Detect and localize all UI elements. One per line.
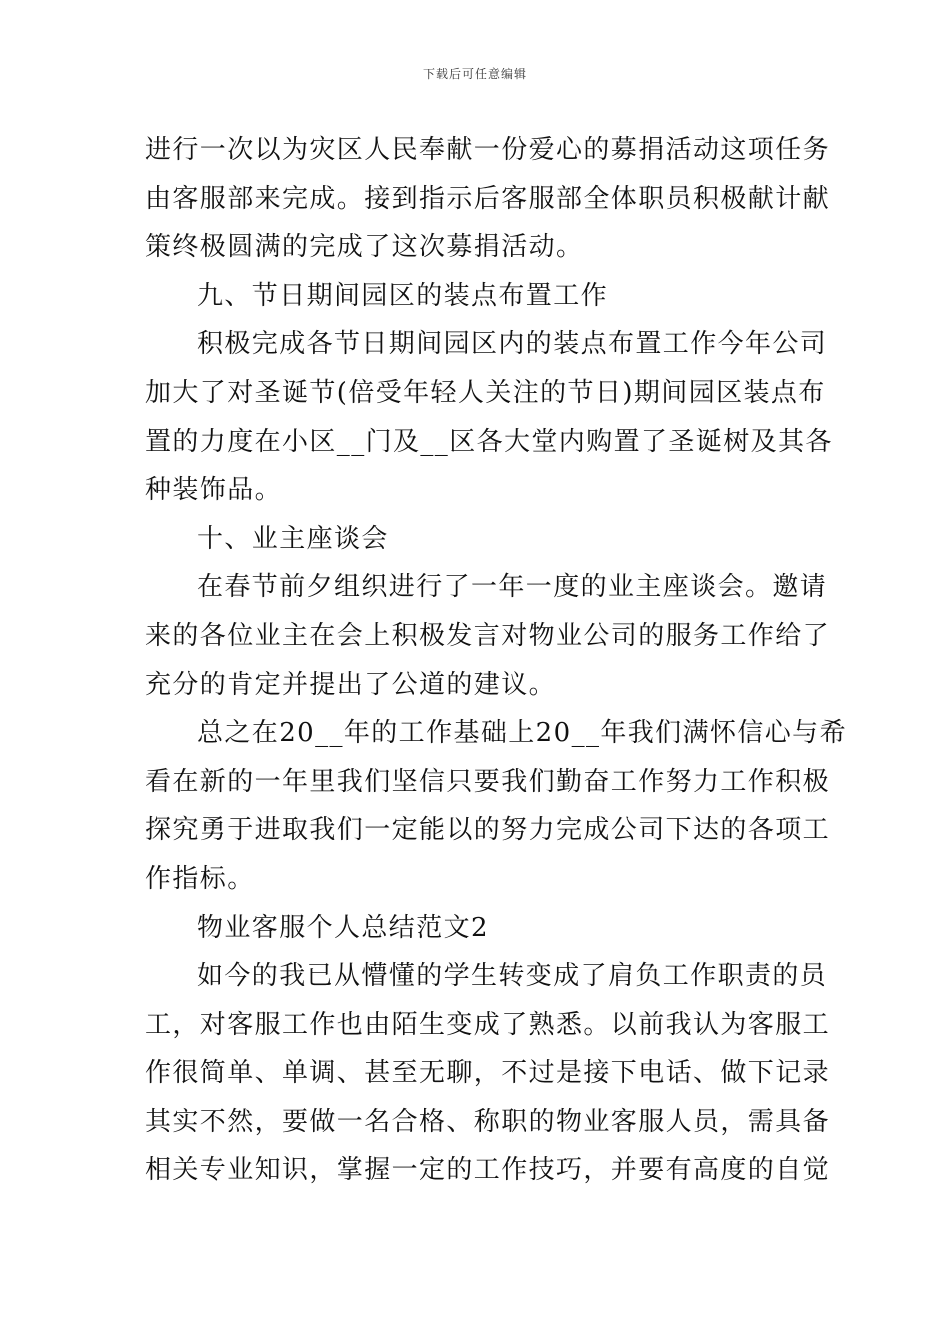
section-heading-10: 十、业主座谈会 bbox=[197, 523, 389, 554]
text-line: 置的力度在小区__门及__区各大堂内购置了圣诞树及其各 bbox=[145, 426, 833, 457]
text-line: 探究勇于进取我们一定能以的努力完成公司下达的各项工 bbox=[145, 815, 831, 846]
text-line: 作指标。 bbox=[145, 863, 255, 894]
text-line: 由客服部来完成。接到指示后客服部全体职员积极献计献 bbox=[145, 183, 831, 214]
paragraph-start: 积极完成各节日期间园区内的装点布置工作今年公司 bbox=[197, 329, 828, 360]
text-line: 进行一次以为灾区人民奉献一份爱心的募捐活动这项任务 bbox=[145, 135, 831, 165]
article-title: 物业客服个人总结范文2 bbox=[197, 912, 489, 943]
section-heading-9: 九、节日期间园区的装点布置工作 bbox=[197, 280, 609, 311]
text-line: 种装饰品。 bbox=[145, 475, 283, 506]
download-note: 下载后可任意编辑 bbox=[422, 67, 527, 81]
text-line: 充分的肯定并提出了公道的建议。 bbox=[145, 669, 557, 700]
text-line: 工，对客服工作也由陌生变成了熟悉。以前我认为客服工 bbox=[145, 1009, 831, 1040]
text-line: 来的各位业主在会上积极发言对物业公司的服务工作给了 bbox=[145, 620, 831, 651]
text-line: 其实不然，要做一名合格、称职的物业客服人员，需具备 bbox=[145, 1106, 831, 1137]
document-body bbox=[145, 126, 847, 1195]
text-line: 加大了对圣诞节(倍受年轻人关注的节日)期间园区装点布 bbox=[145, 377, 826, 408]
text-line: 相关专业知识，掌握一定的工作技巧，并要有高度的自觉 bbox=[145, 1155, 831, 1186]
paragraph-start: 在春节前夕组织进行了一年一度的业主座谈会。邀请 bbox=[197, 572, 828, 603]
text-line: 策终极圆满的完成了这次募捐活动。 bbox=[145, 232, 584, 263]
text-line: 看在新的一年里我们坚信只要我们勤奋工作努力工作积极 bbox=[145, 766, 831, 797]
paragraph-start: 如今的我已从懵懂的学生转变成了肩负工作职责的员 bbox=[197, 961, 828, 992]
text-line: 作很简单、单调、甚至无聊，不过是接下电话、做下记录 bbox=[145, 1058, 831, 1089]
paragraph-start: 总之在20__年的工作基础上20__年我们满怀信心与希 bbox=[197, 718, 847, 749]
